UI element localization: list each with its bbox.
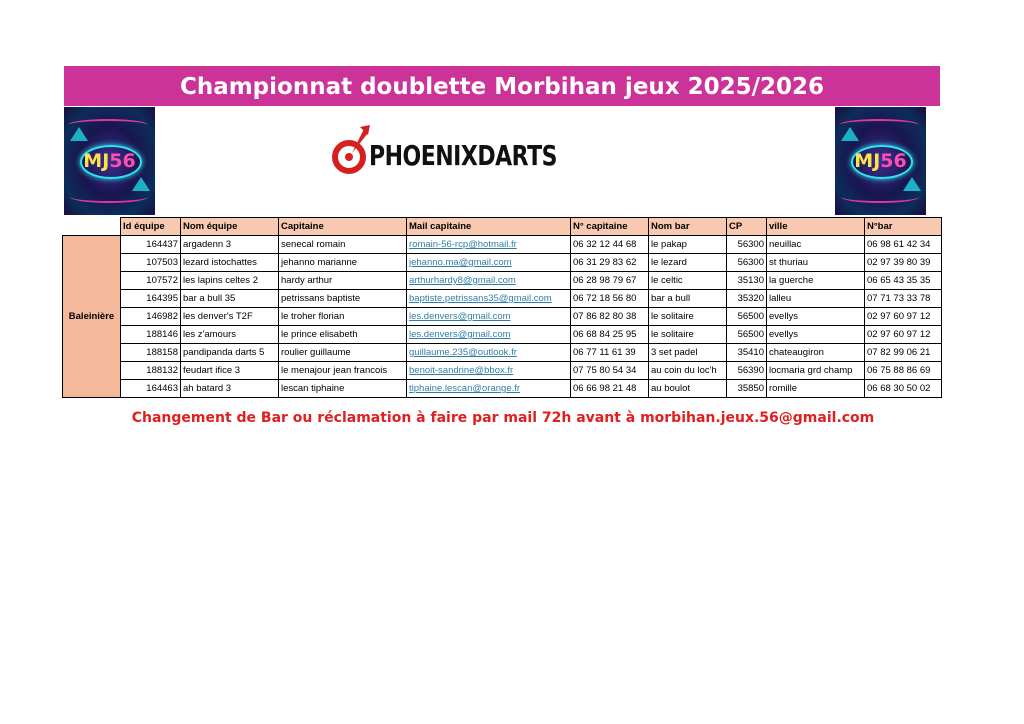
triangle-icon [70, 127, 88, 141]
decor-wave [70, 191, 148, 203]
captain-cell: jehanno marianne [279, 254, 407, 272]
bar-name-cell: bar a bull [649, 290, 727, 308]
city-cell: chateaugiron [767, 344, 865, 362]
triangle-icon [132, 177, 150, 191]
captain-phone-cell: 06 32 12 44 68 [571, 236, 649, 254]
mj56-logo-text: MJ56 [83, 150, 136, 172]
footer-note: Changement de Bar ou réclamation à faire par mail 72h avant à morbihan.jeux.56@gmail.com [131, 410, 875, 426]
captain-phone-cell: 06 68 84 25 95 [571, 326, 649, 344]
table-row [63, 326, 942, 344]
table-header-row [63, 218, 942, 236]
bar-name-cell: le solitaire [649, 326, 727, 344]
bar-phone-cell: 02 97 39 80 39 [865, 254, 942, 272]
city-cell: lalleu [767, 290, 865, 308]
captain-cell: roulier guillaume [279, 344, 407, 362]
team-name-cell: pandipanda darts 5 [181, 344, 279, 362]
table-row [63, 344, 942, 362]
city-cell: st thuriau [767, 254, 865, 272]
city-cell: evellys [767, 326, 865, 344]
postal-code-cell: 35130 [727, 272, 767, 290]
city-cell: evellys [767, 308, 865, 326]
team-id-cell: 188132 [121, 362, 181, 380]
team-id-cell: 107503 [121, 254, 181, 272]
team-name-cell: les denver's T2F [181, 308, 279, 326]
captain-mail-link[interactable]: baptiste.petrissans35@gmail.com [407, 290, 571, 308]
phoenixdarts-logo [332, 123, 562, 183]
postal-code-cell: 56500 [727, 326, 767, 344]
col-header: ville [767, 218, 865, 236]
captain-phone-cell: 06 77 11 61 39 [571, 344, 649, 362]
bar-name-cell: au coin du loc'h [649, 362, 727, 380]
team-id-cell: 146982 [121, 308, 181, 326]
team-name-cell: argadenn 3 [181, 236, 279, 254]
bar-name-cell: le lezard [649, 254, 727, 272]
city-cell: la guerche [767, 272, 865, 290]
mj56-logo-right [835, 107, 926, 215]
triangle-icon [841, 127, 859, 141]
captain-mail-link[interactable]: romain-56-rcp@hotmail.fr [407, 236, 571, 254]
team-name-cell: feudart ifice 3 [181, 362, 279, 380]
bar-name-cell: au boulot [649, 380, 727, 398]
group-label: Baleinière [63, 236, 121, 398]
bar-name-cell: le celtic [649, 272, 727, 290]
bar-phone-cell: 02 97 60 97 12 [865, 308, 942, 326]
dart-target-icon [332, 123, 372, 183]
bar-phone-cell: 06 68 30 50 02 [865, 380, 942, 398]
team-id-cell: 188158 [121, 344, 181, 362]
postal-code-cell: 56500 [727, 308, 767, 326]
col-header: Id équipe [121, 218, 181, 236]
col-header: CP [727, 218, 767, 236]
table-row [63, 290, 942, 308]
page-title: Championnat doublette Morbihan jeux 2025/2026 [64, 66, 940, 106]
team-name-cell: les lapins celtes 2 [181, 272, 279, 290]
captain-mail-link[interactable]: benoit-sandrine@bbox.fr [407, 362, 571, 380]
captain-phone-cell: 07 86 82 80 38 [571, 308, 649, 326]
postal-code-cell: 56300 [727, 236, 767, 254]
bar-phone-cell: 02 97 60 97 12 [865, 326, 942, 344]
triangle-icon [903, 177, 921, 191]
captain-cell: petrissans baptiste [279, 290, 407, 308]
captain-cell: hardy arthur [279, 272, 407, 290]
team-id-cell: 164463 [121, 380, 181, 398]
postal-code-cell: 56390 [727, 362, 767, 380]
teams-table [62, 217, 942, 398]
table-row [63, 362, 942, 380]
col-header: Capitaine [279, 218, 407, 236]
header-spacer [63, 218, 121, 236]
col-header: Nom équipe [181, 218, 279, 236]
table-row [63, 254, 942, 272]
team-name-cell: bar a bull 35 [181, 290, 279, 308]
bar-phone-cell: 07 82 99 06 21 [865, 344, 942, 362]
col-header: N°bar [865, 218, 942, 236]
captain-mail-link[interactable]: tiphaine.lescan@orange.fr [407, 380, 571, 398]
mj56-logo-left [64, 107, 155, 215]
city-cell: romille [767, 380, 865, 398]
team-id-cell: 164395 [121, 290, 181, 308]
captain-mail-link[interactable]: les.denvers@gmail.com [407, 326, 571, 344]
bar-name-cell: le pakap [649, 236, 727, 254]
captain-phone-cell: 06 66 98 21 48 [571, 380, 649, 398]
postal-code-cell: 35410 [727, 344, 767, 362]
bar-phone-cell: 07 71 73 33 78 [865, 290, 942, 308]
captain-cell: le prince elisabeth [279, 326, 407, 344]
bar-phone-cell: 06 75 88 86 69 [865, 362, 942, 380]
captain-phone-cell: 06 31 29 83 62 [571, 254, 649, 272]
captain-mail-link[interactable]: guillaume.235@outlook.fr [407, 344, 571, 362]
mj56-logo-text: MJ56 [854, 150, 907, 172]
col-header: N° capitaine [571, 218, 649, 236]
bar-name-cell: le solitaire [649, 308, 727, 326]
city-cell: locmaria grd champ [767, 362, 865, 380]
table-row [63, 272, 942, 290]
bar-phone-cell: 06 65 43 35 35 [865, 272, 942, 290]
col-header: Mail capitaine [407, 218, 571, 236]
table-row [63, 380, 942, 398]
team-name-cell: lezard istochattes [181, 254, 279, 272]
team-name-cell: ah batard 3 [181, 380, 279, 398]
city-cell: neuillac [767, 236, 865, 254]
bar-name-cell: 3 set padel [649, 344, 727, 362]
captain-phone-cell: 06 72 18 56 80 [571, 290, 649, 308]
team-id-cell: 188146 [121, 326, 181, 344]
captain-mail-link[interactable]: jehanno.ma@gmail.com [407, 254, 571, 272]
captain-phone-cell: 07 75 80 54 34 [571, 362, 649, 380]
captain-phone-cell: 06 28 98 79 67 [571, 272, 649, 290]
bar-phone-cell: 06 98 61 42 34 [865, 236, 942, 254]
captain-mail-link[interactable]: arthurhardy8@gmail.com [407, 272, 571, 290]
table-row [63, 308, 942, 326]
col-header: Nom bar [649, 218, 727, 236]
captain-cell: lescan tiphaine [279, 380, 407, 398]
team-id-cell: 164437 [121, 236, 181, 254]
captain-cell: senecal romain [279, 236, 407, 254]
captain-cell: le troher florian [279, 308, 407, 326]
postal-code-cell: 35850 [727, 380, 767, 398]
sponsor-name: PHOENIXDARTS [369, 141, 557, 173]
captain-cell: le menajour jean francois [279, 362, 407, 380]
team-name-cell: les z'amours [181, 326, 279, 344]
captain-mail-link[interactable]: les.denvers@gmail.com [407, 308, 571, 326]
table-row [63, 236, 942, 254]
decor-wave [841, 191, 919, 203]
postal-code-cell: 35320 [727, 290, 767, 308]
team-id-cell: 107572 [121, 272, 181, 290]
postal-code-cell: 56300 [727, 254, 767, 272]
